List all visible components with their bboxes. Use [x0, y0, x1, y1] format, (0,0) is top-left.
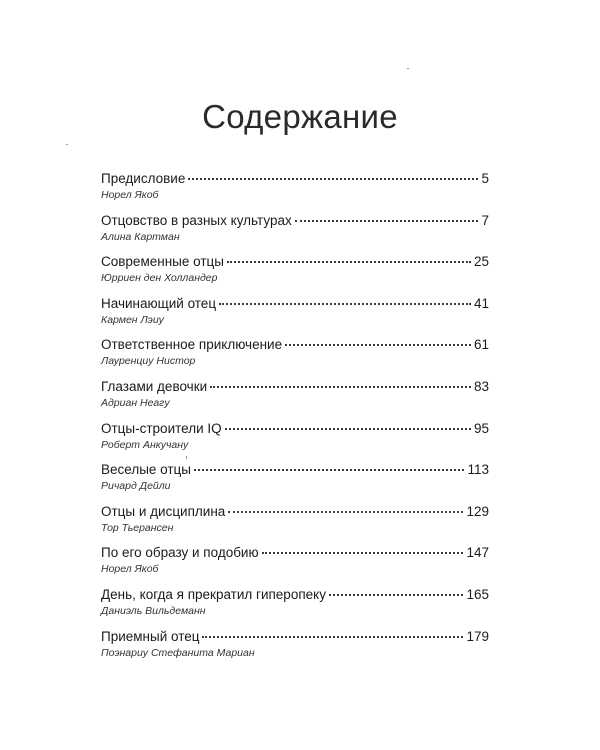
toc-entry-author: Тор Тьерансен [101, 521, 174, 534]
scan-speck [407, 68, 409, 69]
dot-leader [227, 261, 471, 263]
toc-entry-author: Норел Якоб [101, 189, 159, 201]
toc-entry-author: Кармен Лэиу [101, 313, 164, 326]
toc-entry-title: Современные отцы [101, 254, 224, 270]
dot-leader [228, 511, 463, 513]
toc-entry-line [101, 336, 489, 353]
toc-entry-line [101, 212, 489, 229]
toc-entry-title: Предисловие [101, 171, 186, 186]
toc-entry-page: 113 [467, 462, 489, 478]
dot-leader [262, 552, 464, 554]
toc-entry[interactable] [101, 253, 489, 295]
toc-entry-page: 5 [481, 171, 489, 186]
toc-entry-author: Поэнариу Стефанита Мариан [101, 646, 255, 659]
toc-entry[interactable] [101, 420, 489, 462]
toc-entry-author: Роберт Анкучану [101, 438, 189, 451]
toc-entry-page: 165 [466, 586, 489, 602]
toc-entry-author: Адриан Неагу [101, 396, 170, 409]
toc-entry-title: Ответственное приключение [101, 337, 283, 353]
toc-entry[interactable] [101, 212, 489, 254]
toc-entry-page: 7 [481, 212, 489, 228]
dot-leader [329, 594, 464, 596]
dot-leader [202, 636, 463, 638]
toc-entry[interactable] [101, 544, 489, 586]
toc-entry[interactable] [101, 378, 489, 420]
toc-entry-author: Даниэль Вильдеманн [101, 604, 206, 617]
toc-entry[interactable] [101, 503, 489, 545]
dot-leader [295, 220, 479, 222]
toc-entry-line [101, 378, 489, 395]
toc-entry-title: По его образу и подобию [101, 545, 259, 561]
toc-entry-title: Отцы и дисциплина [101, 503, 226, 519]
toc-entry-title: Веселые отцы [101, 462, 191, 478]
toc-entry-line [101, 628, 489, 645]
toc-entry[interactable] [101, 295, 489, 337]
toc-entry-line [101, 461, 489, 478]
toc-entry-page: 147 [466, 545, 489, 561]
toc-entry-line [101, 170, 489, 187]
toc-entry-title: Приемный отец [101, 628, 200, 644]
toc-entry-line [101, 420, 489, 437]
toc-entry-page: 129 [466, 503, 489, 519]
toc-entry-line [101, 295, 489, 312]
toc-entry-page: 95 [473, 420, 489, 436]
toc-entry[interactable] [101, 336, 489, 378]
toc-entry-title: Отцы-строители IQ [101, 420, 222, 436]
dot-leader [210, 386, 471, 388]
toc-entry-line [101, 586, 489, 603]
toc-entry-page: 25 [473, 254, 489, 270]
dot-leader [194, 469, 464, 471]
page-title: Содержание [202, 98, 398, 135]
toc-entry-author: Алина Картман [101, 230, 180, 243]
toc-entry-author: Ричард Дейли [101, 480, 171, 493]
table-of-contents [101, 170, 489, 669]
toc-entry-page: 83 [473, 378, 489, 394]
toc-entry-author: Норел Якоб [101, 563, 159, 576]
toc-entry-page: 61 [473, 337, 489, 353]
toc-entry-title: День, когда я прекратил гиперопеку [101, 586, 326, 602]
toc-entry-title: Отцовство в разных культурах [101, 212, 292, 228]
dot-leader [219, 303, 471, 305]
toc-entry[interactable] [101, 461, 489, 503]
dot-leader [285, 344, 471, 346]
toc-entry-line [101, 253, 489, 270]
toc-entry-author: Лауренциу Нистор [101, 355, 196, 368]
toc-entry-page: 41 [473, 295, 489, 311]
toc-entry-line [101, 503, 489, 520]
toc-entry-line [101, 544, 489, 561]
toc-entry-page: 179 [466, 628, 489, 644]
toc-entry-title: Глазами девочки [101, 378, 208, 394]
dot-leader [225, 428, 471, 430]
toc-entry[interactable] [101, 628, 489, 670]
scan-speck [66, 144, 68, 145]
toc-entry-title: Начинающий отец [101, 295, 217, 311]
dot-leader [188, 178, 478, 180]
toc-entry[interactable] [101, 586, 489, 628]
toc-entry-author: Юрриен ден Холландер [101, 272, 218, 285]
toc-entry[interactable] [101, 170, 489, 212]
